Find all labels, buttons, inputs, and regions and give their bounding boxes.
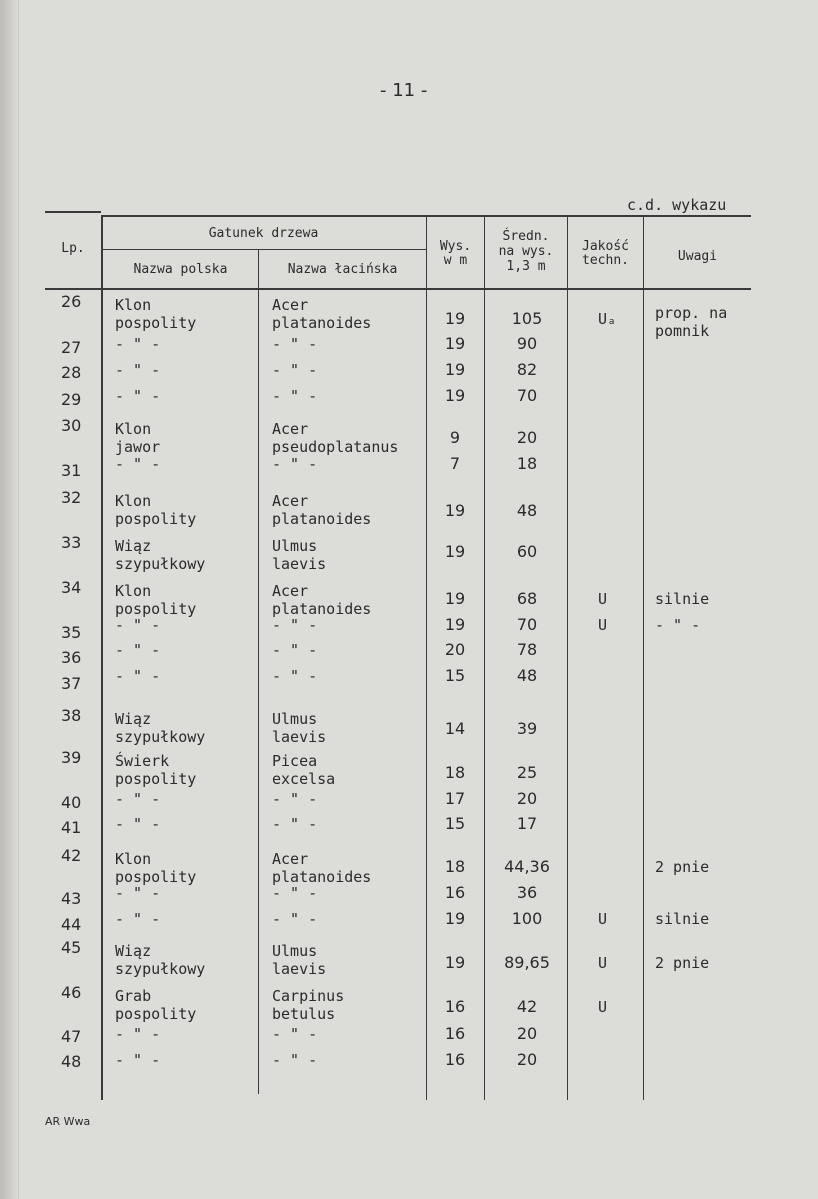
polish-name-cell: Klon pospolity — [115, 582, 197, 618]
remarks-cell: prop. na pomnik — [655, 304, 728, 340]
quality-cell: U — [598, 998, 608, 1016]
diameter-cell: 70 — [516, 615, 538, 634]
latin-name-cell: Acer platanoides — [272, 582, 372, 618]
height-cell: 16 — [444, 997, 466, 1016]
row-number: 26 — [61, 292, 82, 311]
height-cell: 14 — [444, 719, 466, 738]
latin-name-cell: Carpinus betulus — [272, 987, 345, 1023]
polish-name-cell: - " - — [115, 387, 161, 405]
polish-name-cell: - " - — [115, 910, 161, 928]
remarks-cell: silnie — [655, 910, 710, 928]
height-cell: 19 — [444, 542, 466, 561]
diameter-cell: 20 — [516, 428, 538, 447]
height-cell: 18 — [444, 763, 466, 782]
row-number: 42 — [61, 846, 82, 865]
height-cell: 15 — [444, 814, 466, 833]
quality-cell: Uₐ — [598, 310, 617, 328]
header-quality: Jakość techn. — [582, 239, 629, 268]
polish-name-cell: - " - — [115, 884, 161, 902]
latin-name-cell: - " - — [272, 455, 318, 473]
height-cell: 15 — [444, 666, 466, 685]
polish-name-cell: Klon pospolity — [115, 850, 197, 886]
polish-name-cell: - " - — [115, 815, 161, 833]
header-lp: Lp. — [61, 241, 85, 256]
latin-name-cell: Ulmus laevis — [272, 537, 327, 573]
latin-name-cell: Acer platanoides — [272, 296, 372, 332]
row-number: 44 — [61, 915, 82, 934]
polish-name-cell: Klon pospolity — [115, 492, 197, 528]
polish-name-cell: - " - — [115, 455, 161, 473]
quality-cell: U — [598, 910, 608, 928]
diameter-cell: 44,36 — [504, 857, 550, 876]
polish-name-cell: Klon jawor — [115, 420, 161, 456]
height-cell: 19 — [444, 334, 466, 353]
polish-name-cell: - " - — [115, 641, 161, 659]
polish-name-cell: Klon pospolity — [115, 296, 197, 332]
latin-name-cell: Acer pseudoplatanus — [272, 420, 399, 456]
height-cell: 20 — [444, 640, 466, 659]
height-cell: 19 — [444, 309, 466, 328]
row-number: 27 — [61, 338, 82, 357]
diameter-cell: 89,65 — [504, 953, 550, 972]
row-number: 46 — [61, 983, 82, 1002]
latin-name-cell: - " - — [272, 335, 318, 353]
row-number: 40 — [61, 793, 82, 812]
row-number: 43 — [61, 889, 82, 908]
continuation-note: c.d. wykazu — [627, 196, 727, 214]
row-number: 48 — [61, 1052, 82, 1071]
latin-name-cell: Acer platanoides — [272, 850, 372, 886]
latin-name-cell: - " - — [272, 667, 318, 685]
height-cell: 7 — [449, 454, 461, 473]
latin-name-cell: - " - — [272, 641, 318, 659]
polish-name-cell: - " - — [115, 616, 161, 634]
latin-name-cell: - " - — [272, 616, 318, 634]
row-number: 30 — [61, 416, 82, 435]
header-polish-name: Nazwa polska — [133, 262, 228, 277]
polish-name-cell: - " - — [115, 790, 161, 808]
height-cell: 19 — [444, 953, 466, 972]
row-number: 34 — [61, 578, 82, 597]
latin-name-cell: - " - — [272, 815, 318, 833]
latin-name-cell: - " - — [272, 1051, 318, 1069]
row-number: 39 — [61, 748, 82, 767]
diameter-cell: 20 — [516, 1024, 538, 1043]
header-height: Wys. w m — [439, 239, 472, 268]
diameter-cell: 39 — [516, 719, 538, 738]
header-remarks: Uwagi — [677, 249, 718, 264]
diameter-cell: 78 — [516, 640, 538, 659]
diameter-cell: 60 — [516, 542, 538, 561]
header-species-group: Gatunek drzewa — [208, 226, 319, 241]
height-cell: 16 — [444, 1024, 466, 1043]
remarks-cell: - " - — [655, 616, 701, 634]
latin-name-cell: Picea excelsa — [272, 752, 336, 788]
row-number: 33 — [61, 533, 82, 552]
row-number: 29 — [61, 390, 82, 409]
height-cell: 19 — [444, 589, 466, 608]
page-binding-edge — [0, 0, 19, 1199]
diameter-cell: 20 — [516, 1050, 538, 1069]
row-number: 37 — [61, 674, 82, 693]
diameter-cell: 36 — [516, 883, 538, 902]
diameter-cell: 82 — [516, 360, 538, 379]
latin-name-cell: - " - — [272, 790, 318, 808]
height-cell: 16 — [444, 1050, 466, 1069]
archive-stamp: AR Wwa — [45, 1115, 91, 1128]
latin-name-cell: - " - — [272, 361, 318, 379]
row-number: 31 — [61, 461, 82, 480]
remarks-cell: silnie — [655, 590, 710, 608]
row-number: 36 — [61, 648, 82, 667]
polish-name-cell: Wiąz szypułkowy — [115, 537, 206, 573]
polish-name-cell: - " - — [115, 335, 161, 353]
remarks-cell: 2 pnie — [655, 858, 710, 876]
height-cell: 19 — [444, 386, 466, 405]
row-number: 45 — [61, 938, 82, 957]
polish-name-cell: - " - — [115, 361, 161, 379]
diameter-cell: 25 — [516, 763, 538, 782]
latin-name-cell: - " - — [272, 1025, 318, 1043]
row-number: 38 — [61, 706, 82, 725]
diameter-cell: 20 — [516, 789, 538, 808]
polish-name-cell: Świerk pospolity — [115, 752, 197, 788]
height-cell: 19 — [444, 501, 466, 520]
diameter-cell: 105 — [511, 309, 543, 328]
latin-name-cell: Ulmus laevis — [272, 942, 327, 978]
height-cell: 9 — [449, 428, 461, 447]
diameter-cell: 17 — [516, 814, 538, 833]
latin-name-cell: - " - — [272, 884, 318, 902]
diameter-cell: 68 — [516, 589, 538, 608]
header-latin-name: Nazwa łacińska — [287, 262, 398, 277]
row-number: 35 — [61, 623, 82, 642]
remarks-cell: 2 pnie — [655, 954, 710, 972]
polish-name-cell: Grab pospolity — [115, 987, 197, 1023]
row-number: 41 — [61, 818, 82, 837]
height-cell: 16 — [444, 883, 466, 902]
latin-name-cell: Ulmus laevis — [272, 710, 327, 746]
height-cell: 19 — [444, 909, 466, 928]
diameter-cell: 48 — [516, 501, 538, 520]
quality-cell: U — [598, 954, 608, 972]
row-number: 28 — [61, 363, 82, 382]
height-cell: 19 — [444, 360, 466, 379]
diameter-cell: 90 — [516, 334, 538, 353]
diameter-cell: 48 — [516, 666, 538, 685]
latin-name-cell: - " - — [272, 910, 318, 928]
polish-name-cell: - " - — [115, 1051, 161, 1069]
row-number: 32 — [61, 488, 82, 507]
diameter-cell: 18 — [516, 454, 538, 473]
quality-cell: U — [598, 616, 608, 634]
polish-name-cell: - " - — [115, 667, 161, 685]
height-cell: 19 — [444, 615, 466, 634]
diameter-cell: 100 — [511, 909, 543, 928]
polish-name-cell: - " - — [115, 1025, 161, 1043]
polish-name-cell: Wiąz szypułkowy — [115, 710, 206, 746]
diameter-cell: 70 — [516, 386, 538, 405]
height-cell: 18 — [444, 857, 466, 876]
polish-name-cell: Wiąz szypułkowy — [115, 942, 206, 978]
quality-cell: U — [598, 590, 608, 608]
row-number: 47 — [61, 1027, 82, 1046]
height-cell: 17 — [444, 789, 466, 808]
diameter-cell: 42 — [516, 997, 538, 1016]
header-diameter: Średn. na wys. 1,3 m — [498, 229, 554, 274]
latin-name-cell: Acer platanoides — [272, 492, 372, 528]
latin-name-cell: - " - — [272, 387, 318, 405]
page-number: - 11 - — [380, 80, 428, 101]
